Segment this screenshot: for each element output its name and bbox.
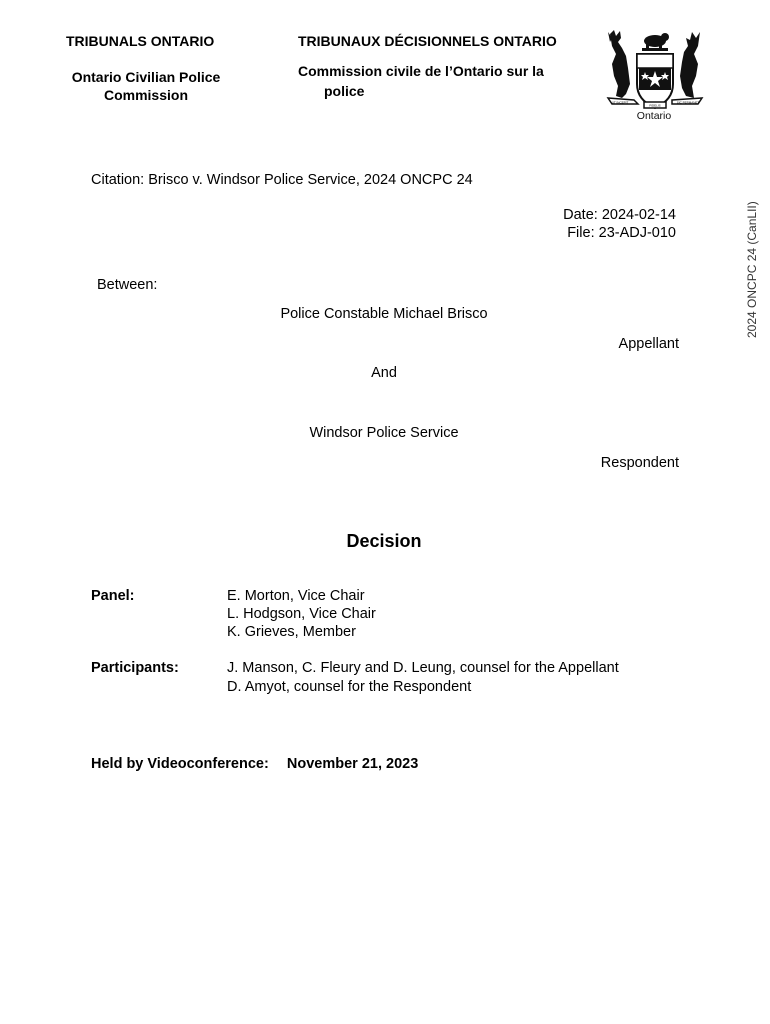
panel-member: K. Grieves, Member [227,624,356,640]
panel-member: L. Hodgson, Vice Chair [227,606,376,622]
hearing-date: November 21, 2023 [286,756,419,772]
crest-bear [642,33,669,51]
commission-name-en [62,68,230,104]
between-label: Between: [97,277,158,293]
panel-label: Panel: [91,588,135,604]
crest-motto-left: UT INCEPIT [611,100,629,105]
hearing-info [91,755,418,773]
ontario-wordmark: Ontario [636,110,672,122]
citation: Citation: Brisco v. Windsor Police Service, 2024 ONCPC 24 [91,172,473,188]
decision-date: Date: 2024-02-14 [563,207,676,223]
appellant-name: Police Constable Michael Brisco [280,306,488,322]
crest-shield [637,54,673,108]
decision-heading: Decision [346,531,422,551]
commission-name-en-line2: Commission [103,87,188,103]
commission-name-fr-line2: police [324,83,365,99]
crest-moose [608,30,630,98]
crest-motto-center: FIDELIS [649,103,661,108]
participants-list [227,659,619,697]
file-number: File: 23-ADJ-010 [567,225,676,241]
participant-line: J. Manson, C. Fleury and D. Leung, counsel for the Appellant [227,660,619,676]
crest-deer [680,32,700,98]
respondent-name: Windsor Police Service [309,425,459,441]
ontario-coat-of-arms-logo [604,28,706,122]
hearing-label: Held by Videoconference: [91,756,269,772]
tribunaux-ontario-title: TRIBUNAUX DÉCISIONNELS ONTARIO [298,33,557,49]
appellant-role: Appellant [618,336,679,352]
panel-members [227,587,376,641]
participants-label: Participants: [91,660,179,676]
respondent-role: Respondent [600,455,679,471]
commission-name-fr-line1: Commission civile de l’Ontario sur la [298,63,544,79]
crest-motto-right: SIC PERMANET [676,100,700,105]
panel-member: E. Morton, Vice Chair [227,588,365,604]
canlii-citation-sidebar: 2024 ONCPC 24 (CanLII) [745,201,759,338]
participant-line: D. Amyot, counsel for the Respondent [227,679,472,695]
tribunals-ontario-title: TRIBUNALS ONTARIO [66,33,215,49]
commission-name-fr [298,62,544,100]
commission-name-en-line1: Ontario Civilian Police [71,69,221,85]
and-label: And [371,365,397,381]
